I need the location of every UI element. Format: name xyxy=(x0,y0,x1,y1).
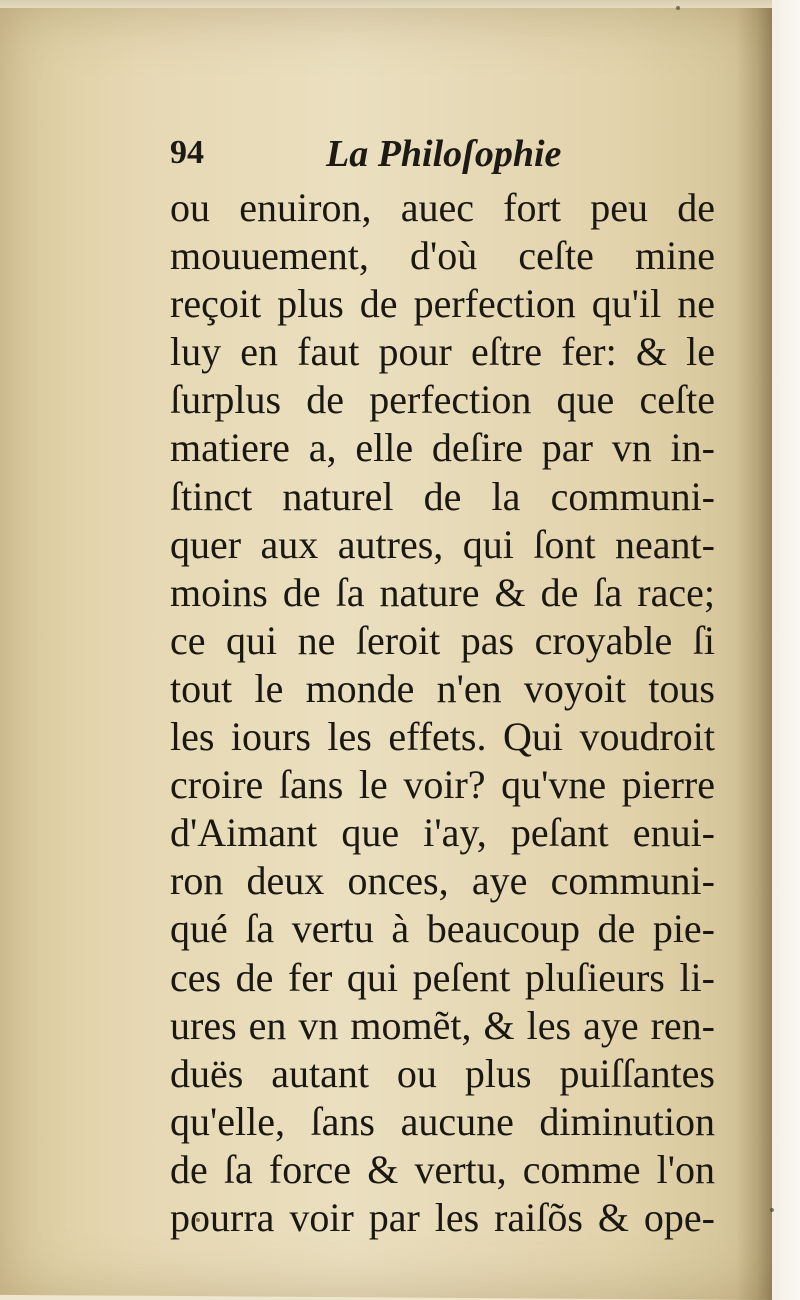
text-line: de ſa force & vertu, comme l'on xyxy=(170,1146,715,1192)
text-line: ces de fer qui peſent pluſieurs li- xyxy=(170,954,715,1000)
ink-spot xyxy=(770,1208,774,1212)
ink-spot xyxy=(676,6,680,10)
text-line: qué ſa vertu à beaucoup de pie- xyxy=(170,906,715,952)
text-line: mouuement, d'où ceſte mine xyxy=(170,233,715,279)
text-line: ſtinct naturel de la communi- xyxy=(170,473,715,519)
text-line: les iours les effets. Qui voudroit xyxy=(170,714,715,760)
text-line: ou enuiron, auec fort peu de xyxy=(170,185,715,230)
text-line: ſurplus de perfection que ceſte xyxy=(170,377,715,423)
text-line: qu'elle, ſans aucune diminution xyxy=(170,1098,715,1144)
text-line: luy en faut pour eſtre fer: & le xyxy=(170,329,715,375)
text-line: duës autant ou plus puiſſantes xyxy=(170,1050,715,1096)
page-number: 94 xyxy=(170,134,204,171)
text-line: quer aux autres, qui ſont neant- xyxy=(170,521,715,567)
text-line: tout le monde n'en voyoit tous xyxy=(170,665,715,711)
running-head-title: La Philoſophie xyxy=(326,133,562,175)
text-line: ures en vn momẽt, & les aye ren- xyxy=(170,1002,715,1048)
text-line: reçoit plus de perfection qu'il ne xyxy=(170,281,715,327)
text-line: matiere a, elle deſire par vn in- xyxy=(170,425,715,471)
text-line: ce qui ne ſeroit pas croyable ſi xyxy=(170,617,715,663)
scan-background-strip xyxy=(772,0,800,1300)
text-line: moins de ſa nature & de ſa race; xyxy=(170,569,715,615)
text-line: pourra voir par les raiſõs & ope- xyxy=(170,1194,715,1240)
body-text xyxy=(170,184,715,1242)
text-line: d'Aimant que i'ay, peſant enui- xyxy=(170,810,715,856)
running-head xyxy=(170,132,730,182)
page-fold-shadow xyxy=(736,8,772,1300)
text-line: croire ſans le voir? qu'vne pierre xyxy=(170,762,715,808)
text-line: ron deux onces, aye communi- xyxy=(170,858,715,904)
